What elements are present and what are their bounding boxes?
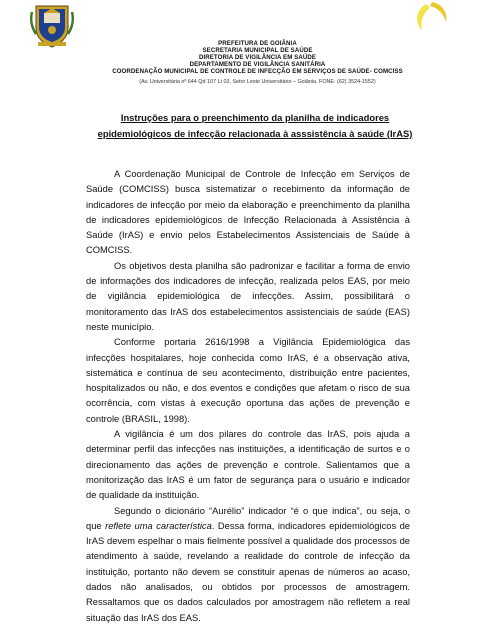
paragraph-4: A vigilância é um dos pilares do controle das IrAS, pois ajuda a determinar perfil das infecções nas instituições, a identificação de surtos e o direcionamento das ações de prevenção e controle. Salientamos que a monitorização das IrAS é um fator de segurança para o usuário e indicador de qualidade da instituição. xyxy=(86,429,410,501)
header-secretaria: SECRETARIA MUNICIPAL DE SAÚDE xyxy=(202,47,313,54)
paragraph-3: Conforme portaria 2616/1998 a Vigilância Epidemiológica das infecções hospitalares, hoje conhecida como IrAS, é a observação ativa, sistemática e contínua de seu acontecimento, distribuição entre pacientes, hospitalizados ou não, e dos eventos e condições que afetam o risco de sua ocorrência, com vistas à execução oportuna das ações de prevenção e controle (BRASIL, 1998). xyxy=(86,337,410,424)
document-body xyxy=(86,152,410,626)
header-coordenacao: COORDENAÇÃO MUNICIPAL DE CONTROLE DE INFECÇÃO EM SERVIÇOS DE SAÚDE- COMCISS xyxy=(112,68,403,75)
header-prefeitura: PREFEITURA DE GOIÂNIA xyxy=(218,40,297,47)
header-departamento: DEPARTAMENTO DE VIGILÂNCIA SANITÁRIA xyxy=(189,61,326,68)
paragraph-5-text-b: . Dessa forma, indicadores epidemiológicos de IrAS devem espelhar o mais fielmente possível a qualidade dos processos de atendimento à saúde, revelando a realidade do controle de infecção da instituição, portanto não devem se constituir apenas de números ao acaso, dados não analisados, ou obtidos por processos de amostragem. Ressaltamos que os dados calculados por amostragem não refletem a real situação das IrAS dos EAS. xyxy=(86,520,411,623)
header-address: (Av. Universitária nº 644 Qd 107 Lt 03, Setor Leste Universitário – Goiânia. FONE: (62) 3524-1552) xyxy=(139,79,376,85)
paragraph-5 xyxy=(86,504,410,626)
paragraph-5-text-a: Segundo o dicionário “Aurélio” indicador “é o que indica”, ou seja, o que xyxy=(86,505,410,531)
document-title-line1: Instruções para o preenchimento da planilha de indicadores xyxy=(120,112,390,123)
paragraph-5-italic: reflete uma característica xyxy=(105,520,212,531)
paragraph-2: Os objetivos desta planilha são padronizar e facilitar a forma de envio de informações dos indicadores de infecção, realizada pelos EAS, por meio de vigilância epidemiológica de infecções. Assim, possibilitará o monitoramento das IrAS dos estabelecimentos assistenciais de saúde (EAS) neste município. xyxy=(86,260,410,332)
paragraph-1: A Coordenação Municipal de Controle de Infecção em Serviços de Saúde (COMCISS) busca sistematizar o recebimento da informação de indicadores de infecção por meio da elaboração e preenchimento da planilha de indicadores epidemiológicos de Infecção Relacionada à Assistência à Saúde (IrAS) e envio pelos Estabelecimentos Assistenciais de Saúde à COMCISS. xyxy=(86,169,410,256)
header-diretoria: DIRETORIA DE VIGILÂNCIA EM SAÚDE xyxy=(198,54,317,61)
document-title-line2: epidemiológicos de infecção relacionada à asssistência à saúde (IrAS) xyxy=(97,128,413,139)
